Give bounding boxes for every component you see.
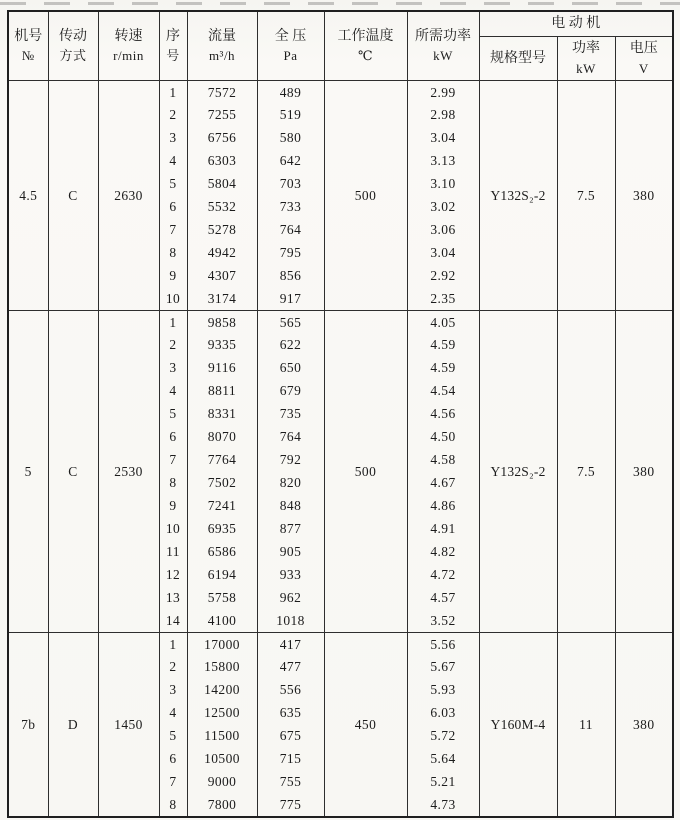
- temp-cell: 450: [324, 633, 407, 817]
- header-flow: [187, 11, 257, 81]
- header-voltage-line2: V: [638, 60, 649, 76]
- pressure-cell: 642: [257, 150, 324, 173]
- seq-cell: 4: [159, 380, 187, 403]
- seq-cell: 9: [159, 495, 187, 518]
- power-cell: 4.82: [407, 541, 479, 564]
- power-cell: 4.57: [407, 587, 479, 610]
- power-cell: 5.56: [407, 633, 479, 656]
- seq-cell: 2: [159, 656, 187, 679]
- power-cell: 5.93: [407, 679, 479, 702]
- pressure-cell: 775: [257, 794, 324, 817]
- pressure-cell: 1018: [257, 610, 324, 633]
- speed-cell: 1450: [98, 633, 159, 817]
- power-cell: 4.56: [407, 403, 479, 426]
- header-flow-line2: m³/h: [208, 47, 236, 63]
- pressure-cell: 877: [257, 518, 324, 541]
- seq-cell: 5: [159, 173, 187, 196]
- header-power-line2: kW: [433, 47, 453, 63]
- seq-cell: 4: [159, 702, 187, 725]
- seq-cell: 8: [159, 242, 187, 265]
- temp-cell: 500: [324, 311, 407, 633]
- table-row: [8, 311, 673, 334]
- header-speed: [98, 11, 159, 81]
- seq-cell: 4: [159, 150, 187, 173]
- pressure-cell: 856: [257, 265, 324, 288]
- power-cell: 5.21: [407, 771, 479, 794]
- pressure-cell: 715: [257, 748, 324, 771]
- table-row: [8, 81, 673, 104]
- power-cell: 4.50: [407, 426, 479, 449]
- flow-cell: 5804: [187, 173, 257, 196]
- flow-cell: 17000: [187, 633, 257, 656]
- speed-cell: 2630: [98, 81, 159, 311]
- flow-cell: 10500: [187, 748, 257, 771]
- seq-cell: 8: [159, 472, 187, 495]
- speed-cell: 2530: [98, 311, 159, 633]
- voltage-cell: 380: [615, 633, 673, 817]
- power-cell: 3.04: [407, 127, 479, 150]
- seq-cell: 10: [159, 288, 187, 311]
- table-row: [8, 633, 673, 656]
- power-cell: 4.54: [407, 380, 479, 403]
- header-speed-line2: r/min: [113, 47, 144, 63]
- pressure-cell: 675: [257, 725, 324, 748]
- motor-model-cell: Y132S₂-2: [479, 311, 557, 633]
- header-power-line1: 所需功率: [415, 28, 471, 44]
- pressure-cell: 489: [257, 81, 324, 104]
- flow-cell: 6935: [187, 518, 257, 541]
- header-motor-model: 规格型号: [479, 37, 557, 81]
- header-pressure-line1: 全 压: [274, 28, 307, 44]
- header-drive-mode: [48, 11, 98, 81]
- voltage-cell: 380: [615, 311, 673, 633]
- flow-cell: 9858: [187, 311, 257, 334]
- seq-cell: 5: [159, 725, 187, 748]
- seq-cell: 12: [159, 564, 187, 587]
- pressure-cell: 477: [257, 656, 324, 679]
- fan-spec-table: [7, 10, 674, 818]
- motor-power-cell: 11: [557, 633, 615, 817]
- power-cell: 4.73: [407, 794, 479, 817]
- pressure-cell: 735: [257, 403, 324, 426]
- seq-cell: 2: [159, 104, 187, 127]
- pressure-cell: 755: [257, 771, 324, 794]
- pressure-cell: 519: [257, 104, 324, 127]
- flow-cell: 5758: [187, 587, 257, 610]
- header-voltage-line1: 电压: [629, 41, 658, 57]
- seq-cell: 10: [159, 518, 187, 541]
- flow-cell: 11500: [187, 725, 257, 748]
- pressure-cell: 565: [257, 311, 324, 334]
- header-pressure-line2: Pa: [283, 47, 298, 63]
- header-motor-power: [557, 37, 615, 81]
- flow-cell: 15800: [187, 656, 257, 679]
- pressure-cell: 962: [257, 587, 324, 610]
- seq-cell: 6: [159, 426, 187, 449]
- motor-power-cell: 7.5: [557, 311, 615, 633]
- seq-cell: 5: [159, 403, 187, 426]
- power-cell: 4.05: [407, 311, 479, 334]
- seq-cell: 14: [159, 610, 187, 633]
- power-cell: 2.92: [407, 265, 479, 288]
- pressure-cell: 556: [257, 679, 324, 702]
- machine-no-cell: 4.5: [8, 81, 48, 311]
- pressure-cell: 764: [257, 219, 324, 242]
- flow-cell: 6586: [187, 541, 257, 564]
- flow-cell: 5532: [187, 196, 257, 219]
- power-cell: 2.98: [407, 104, 479, 127]
- pressure-cell: 580: [257, 127, 324, 150]
- power-cell: 4.58: [407, 449, 479, 472]
- power-cell: 4.59: [407, 334, 479, 357]
- seq-cell: 7: [159, 449, 187, 472]
- seq-cell: 1: [159, 633, 187, 656]
- seq-cell: 7: [159, 771, 187, 794]
- flow-cell: 14200: [187, 679, 257, 702]
- flow-cell: 8331: [187, 403, 257, 426]
- pressure-cell: 622: [257, 334, 324, 357]
- pressure-cell: 905: [257, 541, 324, 564]
- seq-cell: 11: [159, 541, 187, 564]
- flow-cell: 7572: [187, 81, 257, 104]
- scan-artifact-line: [0, 2, 680, 5]
- seq-cell: 13: [159, 587, 187, 610]
- header-required-power: [407, 11, 479, 81]
- power-cell: 3.06: [407, 219, 479, 242]
- header-machine-no-line2: №: [21, 47, 35, 63]
- power-cell: 3.04: [407, 242, 479, 265]
- motor-model-cell: Y132S₂-2: [479, 81, 557, 311]
- header-motor-power-line1: 功率: [572, 41, 600, 57]
- pressure-cell: 635: [257, 702, 324, 725]
- pressure-cell: 733: [257, 196, 324, 219]
- flow-cell: 6303: [187, 150, 257, 173]
- header-motor-group: 电 动 机: [479, 11, 673, 37]
- flow-cell: 9116: [187, 357, 257, 380]
- power-cell: 3.52: [407, 610, 479, 633]
- flow-cell: 7502: [187, 472, 257, 495]
- power-cell: 3.13: [407, 150, 479, 173]
- table-body: [8, 81, 673, 817]
- header-temp-line1: 工作温度: [337, 28, 394, 44]
- pressure-cell: 795: [257, 242, 324, 265]
- seq-cell: 9: [159, 265, 187, 288]
- table-header: [8, 11, 673, 81]
- flow-cell: 7800: [187, 794, 257, 817]
- header-seq-line2: 号: [166, 47, 180, 63]
- pressure-cell: 679: [257, 380, 324, 403]
- seq-cell: 7: [159, 219, 187, 242]
- seq-cell: 3: [159, 127, 187, 150]
- seq-cell: 6: [159, 748, 187, 771]
- flow-cell: 6194: [187, 564, 257, 587]
- pressure-cell: 703: [257, 173, 324, 196]
- power-cell: 5.67: [407, 656, 479, 679]
- pressure-cell: 792: [257, 449, 324, 472]
- header-drive-line1: 传动: [59, 28, 87, 44]
- power-cell: 5.64: [407, 748, 479, 771]
- seq-cell: 6: [159, 196, 187, 219]
- flow-cell: 8811: [187, 380, 257, 403]
- seq-cell: 1: [159, 311, 187, 334]
- seq-cell: 2: [159, 334, 187, 357]
- flow-cell: 4100: [187, 610, 257, 633]
- pressure-cell: 848: [257, 495, 324, 518]
- power-cell: 2.35: [407, 288, 479, 311]
- power-cell: 4.67: [407, 472, 479, 495]
- power-cell: 5.72: [407, 725, 479, 748]
- drive-mode-cell: C: [48, 311, 98, 633]
- header-seq-line1: 序: [166, 28, 180, 44]
- power-cell: 2.99: [407, 81, 479, 104]
- seq-cell: 1: [159, 81, 187, 104]
- flow-cell: 5278: [187, 219, 257, 242]
- motor-power-cell: 7.5: [557, 81, 615, 311]
- header-drive-line2: 方式: [59, 47, 87, 63]
- machine-no-cell: 5: [8, 311, 48, 633]
- header-motor-power-line2: kW: [576, 60, 596, 76]
- flow-cell: 3174: [187, 288, 257, 311]
- temp-cell: 500: [324, 81, 407, 311]
- pressure-cell: 917: [257, 288, 324, 311]
- power-cell: 6.03: [407, 702, 479, 725]
- flow-cell: 9335: [187, 334, 257, 357]
- power-cell: 4.72: [407, 564, 479, 587]
- pressure-cell: 417: [257, 633, 324, 656]
- header-machine-no-line1: 机号: [14, 28, 43, 44]
- flow-cell: 12500: [187, 702, 257, 725]
- flow-cell: 9000: [187, 771, 257, 794]
- flow-cell: 4307: [187, 265, 257, 288]
- power-cell: 4.59: [407, 357, 479, 380]
- header-working-temp: [324, 11, 407, 81]
- flow-cell: 4942: [187, 242, 257, 265]
- seq-cell: 3: [159, 679, 187, 702]
- power-cell: 4.91: [407, 518, 479, 541]
- power-cell: 3.02: [407, 196, 479, 219]
- header-temp-line2: ℃: [357, 47, 374, 63]
- flow-cell: 8070: [187, 426, 257, 449]
- pressure-cell: 820: [257, 472, 324, 495]
- header-machine-no: [8, 11, 48, 81]
- flow-cell: 7241: [187, 495, 257, 518]
- power-cell: 3.10: [407, 173, 479, 196]
- seq-cell: 3: [159, 357, 187, 380]
- drive-mode-cell: D: [48, 633, 98, 817]
- header-speed-line1: 转速: [114, 28, 143, 44]
- pressure-cell: 933: [257, 564, 324, 587]
- machine-no-cell: 7b: [8, 633, 48, 817]
- flow-cell: 7255: [187, 104, 257, 127]
- power-cell: 4.86: [407, 495, 479, 518]
- voltage-cell: 380: [615, 81, 673, 311]
- header-seq: [159, 11, 187, 81]
- header-pressure: [257, 11, 324, 81]
- motor-model-cell: Y160M-4: [479, 633, 557, 817]
- header-voltage: [615, 37, 673, 81]
- header-flow-line1: 流量: [208, 28, 236, 44]
- drive-mode-cell: C: [48, 81, 98, 311]
- pressure-cell: 764: [257, 426, 324, 449]
- flow-cell: 7764: [187, 449, 257, 472]
- flow-cell: 6756: [187, 127, 257, 150]
- pressure-cell: 650: [257, 357, 324, 380]
- seq-cell: 8: [159, 794, 187, 817]
